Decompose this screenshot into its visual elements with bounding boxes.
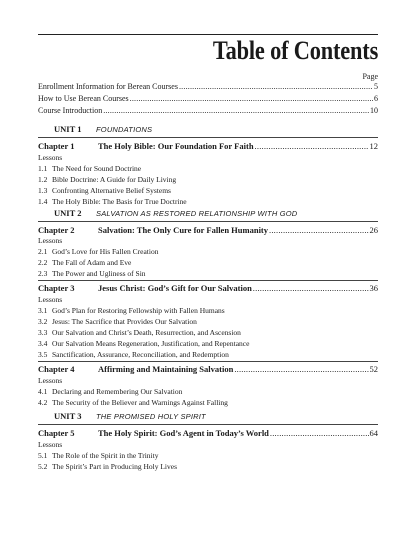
unit-number: UNIT 3	[54, 411, 82, 421]
entry-page: 10	[370, 106, 378, 115]
lesson-item[interactable]	[38, 451, 158, 461]
lesson-title: Declaring and Remembering Our Salvation	[52, 387, 183, 396]
lessons-label: Lessons	[38, 376, 63, 385]
lesson-item[interactable]	[38, 258, 131, 268]
lesson-number: 3.2	[38, 317, 48, 326]
dot-leader	[269, 225, 368, 236]
lesson-title: The Need for Sound Doctrine	[52, 164, 142, 173]
dot-leader	[103, 106, 369, 116]
entry-page: 6	[374, 94, 378, 103]
section-rule	[38, 280, 378, 281]
unit-rule	[38, 137, 378, 138]
lesson-title: The Power and Ugliness of Sin	[52, 269, 146, 278]
chapter-title: The Holy Spirit: God’s Agent in Today’s World	[98, 428, 269, 438]
lesson-number: 3.4	[38, 339, 48, 348]
chapter-number: Chapter 1	[38, 141, 75, 151]
lesson-item[interactable]	[38, 398, 228, 408]
toc-entry-enrollment[interactable]	[38, 82, 378, 92]
lesson-title: God’s Plan for Restoring Fellowship with Fallen Humans	[52, 306, 225, 315]
unit-name: SALVATION AS RESTORED RELATIONSHIP WITH GOD	[96, 209, 298, 218]
dot-leader	[255, 141, 369, 152]
lesson-item[interactable]	[38, 269, 146, 279]
page-title: Table of Contents	[212, 36, 378, 65]
unit-heading-2	[54, 208, 297, 219]
chapter-page: 52	[369, 364, 378, 374]
entry-label: Enrollment Information for Berean Courses	[38, 82, 178, 91]
toc-chapter-1[interactable]	[38, 141, 378, 152]
unit-rule	[38, 424, 378, 425]
lesson-title: Confronting Alternative Belief Systems	[52, 186, 171, 195]
lessons-label: Lessons	[38, 295, 63, 304]
lesson-number: 1.4	[38, 197, 48, 206]
lesson-number: 4.2	[38, 398, 48, 407]
lesson-title: The Spirit’s Part in Producing Holy Lives	[52, 462, 177, 471]
chapter-number: Chapter 4	[38, 364, 75, 374]
unit-heading-3	[54, 411, 206, 422]
lesson-number: 3.3	[38, 328, 48, 337]
lesson-item[interactable]	[38, 317, 197, 327]
lesson-title: Sanctification, Assurance, Reconciliation, and Redemption	[52, 350, 229, 359]
chapter-page: 12	[369, 141, 378, 151]
entry-label: How to Use Berean Courses	[38, 94, 129, 103]
lesson-item[interactable]	[38, 186, 171, 196]
lesson-title: The Role of the Spirit in the Trinity	[52, 451, 159, 460]
lesson-number: 2.2	[38, 258, 48, 267]
chapter-number: Chapter 3	[38, 283, 75, 293]
lessons-label: Lessons	[38, 153, 63, 162]
unit-name: FOUNDATIONS	[96, 125, 153, 134]
toc-chapter-4[interactable]	[38, 364, 378, 375]
lesson-number: 5.2	[38, 462, 48, 471]
toc-chapter-2[interactable]	[38, 225, 378, 236]
lesson-title: Jesus: The Sacrifice that Provides Our Salvation	[52, 317, 197, 326]
lesson-number: 5.1	[38, 451, 48, 460]
lesson-title: The Security of the Believer and Warnings Against Falling	[52, 398, 228, 407]
lesson-title: Bible Doctrine: A Guide for Daily Living	[52, 175, 177, 184]
lesson-item[interactable]	[38, 462, 177, 472]
dot-leader	[130, 94, 373, 104]
lesson-item[interactable]	[38, 306, 225, 316]
lesson-number: 2.1	[38, 247, 48, 256]
toc-entry-how-to-use[interactable]	[38, 94, 378, 104]
chapter-page: 26	[369, 225, 378, 235]
entry-page: 5	[374, 82, 378, 91]
lesson-number: 3.5	[38, 350, 48, 359]
dot-leader	[270, 428, 369, 439]
lesson-item[interactable]	[38, 328, 241, 338]
lesson-item[interactable]	[38, 247, 158, 257]
lesson-number: 1.1	[38, 164, 48, 173]
toc-chapter-3[interactable]	[38, 283, 378, 294]
lesson-number: 2.3	[38, 269, 48, 278]
chapter-title: Jesus Christ: God’s Gift for Our Salvation	[98, 283, 252, 293]
lesson-title: God’s Love for His Fallen Creation	[52, 247, 159, 256]
lesson-item[interactable]	[38, 197, 187, 207]
dot-leader	[234, 364, 368, 375]
top-rule	[38, 34, 378, 35]
chapter-page: 64	[369, 428, 378, 438]
lesson-item[interactable]	[38, 350, 229, 360]
entry-label: Course Introduction	[38, 106, 103, 115]
lesson-item[interactable]	[38, 339, 249, 349]
lesson-number: 1.3	[38, 186, 48, 195]
unit-number: UNIT 1	[54, 124, 82, 134]
lesson-number: 3.1	[38, 306, 48, 315]
chapter-title: The Holy Bible: Our Foundation For Faith	[98, 141, 254, 151]
chapter-title: Salvation: The Only Cure for Fallen Humanity	[98, 225, 269, 235]
lesson-number: 4.1	[38, 387, 48, 396]
lesson-title: Our Salvation Means Regeneration, Justification, and Repentance	[52, 339, 250, 348]
dot-leader	[253, 283, 369, 294]
unit-rule	[38, 221, 378, 222]
unit-heading-1	[54, 124, 152, 135]
section-rule	[38, 361, 378, 362]
chapter-number: Chapter 5	[38, 428, 75, 438]
lesson-number: 1.2	[38, 175, 48, 184]
chapter-page: 36	[369, 283, 378, 293]
toc-entry-course-introduction[interactable]	[38, 106, 378, 116]
unit-number: UNIT 2	[54, 208, 82, 218]
lesson-title: The Fall of Adam and Eve	[52, 258, 132, 267]
lesson-item[interactable]	[38, 387, 182, 397]
chapter-number: Chapter 2	[38, 225, 75, 235]
lesson-item[interactable]	[38, 164, 141, 174]
toc-chapter-5[interactable]	[38, 428, 378, 439]
lesson-title: Our Salvation and Christ’s Death, Resurrection, and Ascension	[52, 328, 241, 337]
unit-name: THE PROMISED HOLY SPIRIT	[96, 412, 206, 421]
lessons-label: Lessons	[38, 236, 63, 245]
page-column-header: Page	[362, 72, 378, 81]
chapter-title: Affirming and Maintaining Salvation	[98, 364, 234, 374]
dot-leader	[179, 82, 373, 92]
lessons-label: Lessons	[38, 440, 63, 449]
toc-page	[38, 0, 378, 538]
lesson-title: The Holy Bible: The Basis for True Doctrine	[52, 197, 187, 206]
lesson-item[interactable]	[38, 175, 176, 185]
